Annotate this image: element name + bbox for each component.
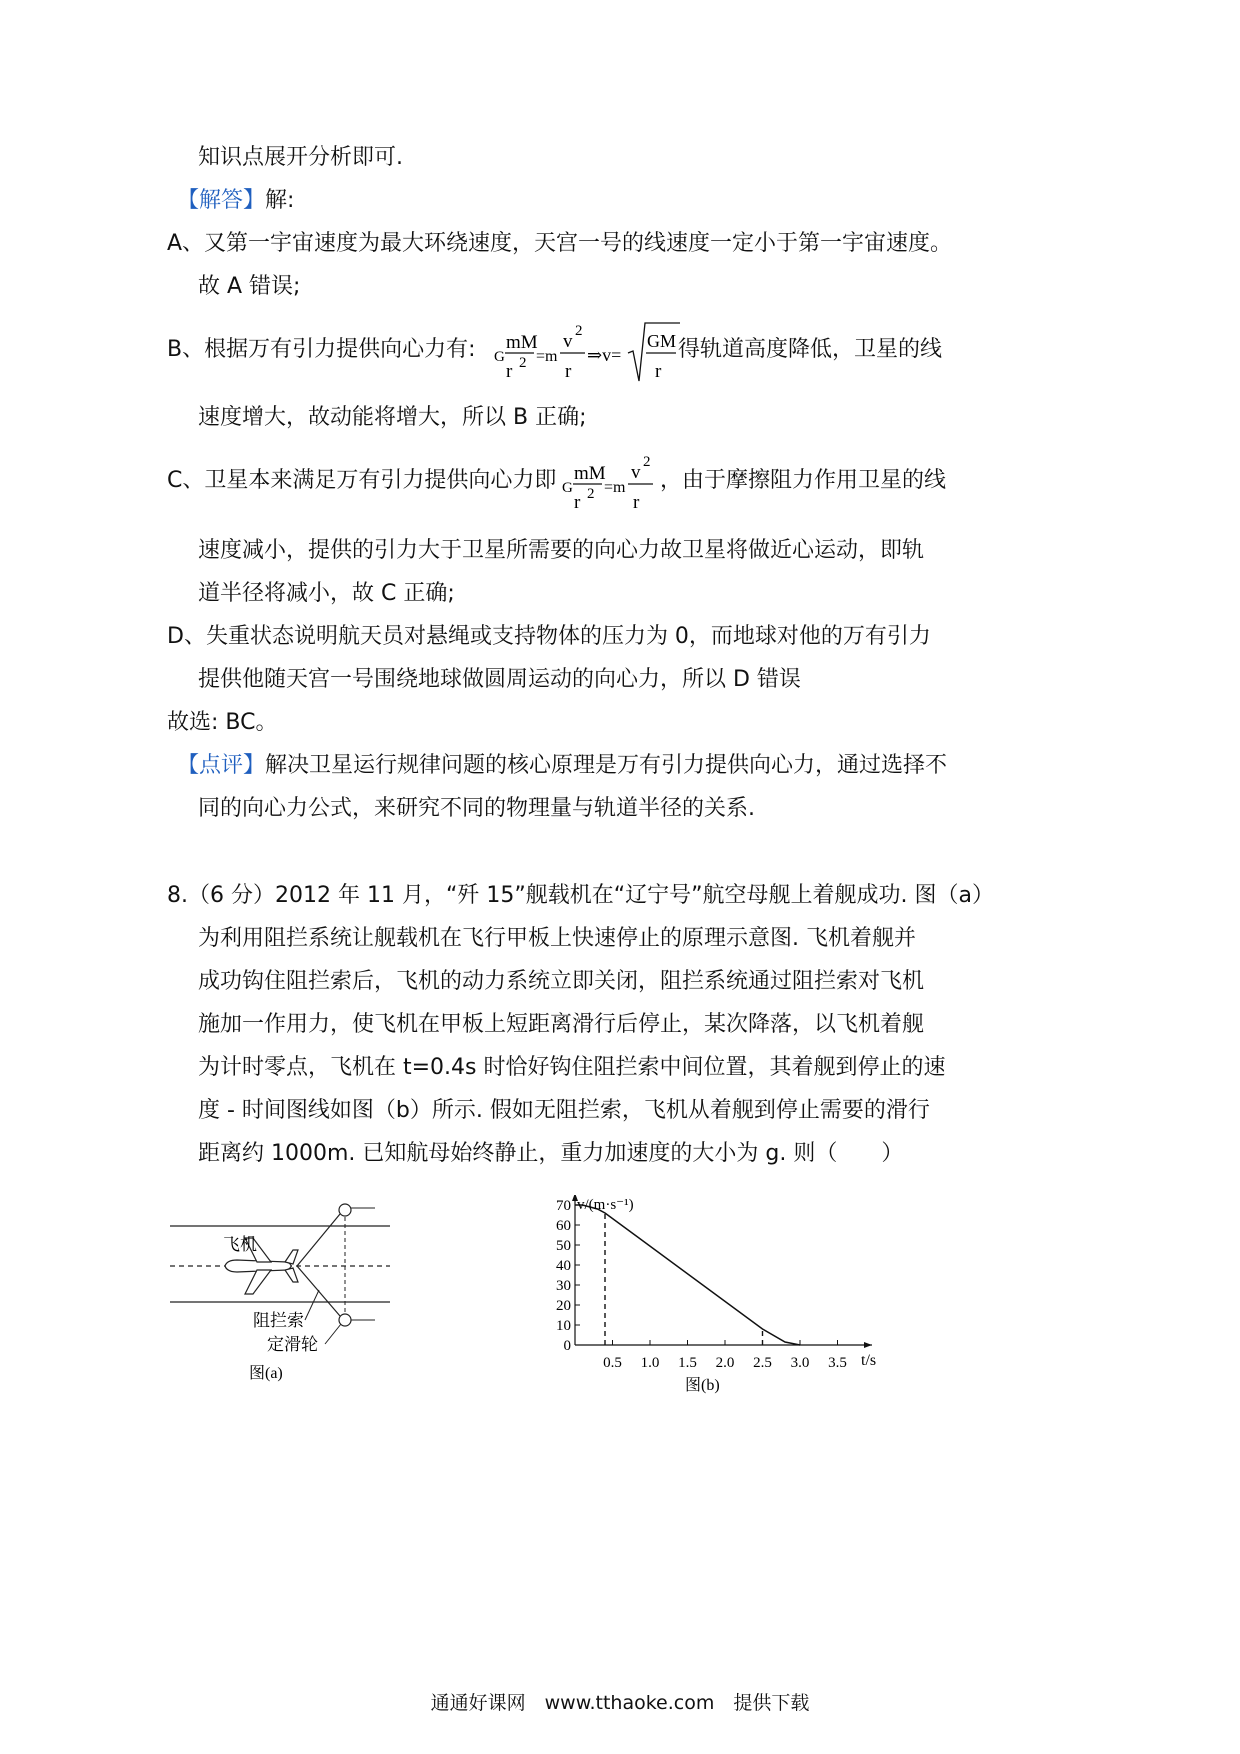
chart-x-tick-label: 2.0 bbox=[715, 1355, 735, 1371]
option-c-line-3: 道半径将减小，故 C 正确; bbox=[198, 581, 455, 606]
chart-x-tick-label: 0.5 bbox=[603, 1355, 622, 1371]
question-8-line-4: 施加一作用力，使飞机在甲板上短距离滑行后停止，某次降落，以飞机着舰 bbox=[198, 1012, 925, 1037]
formula-c bbox=[560, 446, 660, 518]
chart-x-tick-label: 2.5 bbox=[753, 1355, 772, 1371]
chart-series-line bbox=[575, 1205, 800, 1345]
option-d-line-1: D、失重状态说明航天员对悬绳或支持物体的压力为 0，而地球对他的万有引力 bbox=[167, 624, 931, 649]
chart-x-tick-label: 3.5 bbox=[828, 1355, 847, 1371]
option-d-line-2: 提供他随天宫一号围绕地球做圆周运动的向心力，所以 D 错误 bbox=[198, 667, 801, 692]
figure-a-caption: 图(a) bbox=[249, 1365, 283, 1382]
question-8-line-3: 成功钩住阻拦索后，飞机的动力系统立即关闭，阻拦系统通过阻拦索对飞机 bbox=[198, 969, 925, 994]
question-8-line-6: 度 - 时间图线如图（b）所示. 假如无阻拦索，飞机从着舰到停止需要的滑行 bbox=[198, 1098, 930, 1123]
answer-line: 故选: BC。 bbox=[167, 710, 278, 735]
chart-y-tick-label: 40 bbox=[556, 1258, 571, 1274]
chart-x-tick-label: 1.5 bbox=[678, 1355, 697, 1371]
option-c-line-2: 速度减小，提供的引力大于卫星所需要的向心力故卫星将做近心运动，即轨 bbox=[198, 538, 925, 563]
formula-implies-v: ⇒v= bbox=[587, 345, 622, 365]
option-b-line-1: B、根据万有引力提供向心力有: bbox=[167, 337, 476, 362]
dianping-tag: 【点评】 bbox=[177, 753, 266, 778]
formula-b bbox=[492, 315, 682, 387]
chart-y-tick-label: 60 bbox=[556, 1218, 571, 1234]
jieda-line bbox=[177, 186, 294, 216]
text-line-1: 知识点展开分析即可. bbox=[198, 145, 403, 170]
dianping-text: 解决卫星运行规律问题的核心原理是万有引力提供向心力，通过选择不 bbox=[265, 753, 948, 778]
chart-x-tick-label: 3.0 bbox=[790, 1355, 810, 1371]
chart-y-tick-label: 0 bbox=[563, 1338, 571, 1354]
figure-a bbox=[165, 1190, 395, 1390]
label-cable: 阻拦索 bbox=[253, 1311, 304, 1330]
label-pulley-pointer bbox=[325, 1324, 341, 1344]
formula-v-exponent: 2 bbox=[575, 323, 583, 339]
chart-ylabel: v/(m·s⁻¹) bbox=[577, 1197, 634, 1213]
formula-v-numerator: v bbox=[631, 462, 641, 483]
pulley-top-icon bbox=[339, 1204, 351, 1216]
formula-r-denominator: r bbox=[565, 361, 572, 382]
formula-r-exponent: 2 bbox=[519, 355, 527, 371]
jieda-text: 解: bbox=[265, 188, 295, 213]
chart-x-tick-label: 1.0 bbox=[640, 1355, 660, 1371]
chart-y-tick-label: 50 bbox=[556, 1238, 571, 1254]
formula-r-exponent: 2 bbox=[587, 486, 595, 502]
chart-xlabel: t/s bbox=[861, 1352, 877, 1369]
formula-v-exponent: 2 bbox=[643, 454, 651, 470]
chart-caption: 图(b) bbox=[685, 1377, 720, 1394]
label-plane: 飞机 bbox=[223, 1235, 257, 1254]
chart-x-arrow-icon bbox=[864, 1342, 872, 1348]
formula-eq-m: =m bbox=[536, 348, 558, 365]
page-footer: 通通好课网 www.tthaoke.com 提供下载 bbox=[430, 1692, 810, 1714]
option-c-line-1: C、卫星本来满足万有引力提供向心力即 bbox=[167, 468, 557, 493]
option-a-line-1: A、又第一宇宙速度为最大环绕速度，天宫一号的线速度一定小于第一宇宙速度。 bbox=[167, 231, 953, 256]
chart-y-tick-label: 20 bbox=[556, 1298, 571, 1314]
formula-g: G bbox=[494, 349, 505, 365]
formula-g: G bbox=[562, 480, 573, 496]
question-8-line-2: 为利用阻拦系统让舰载机在飞行甲板上快速停止的原理示意图. 飞机着舰并 bbox=[198, 926, 916, 951]
formula-eq-m: =m bbox=[604, 479, 626, 496]
formula-gm-numerator: GM bbox=[647, 331, 677, 351]
option-b-line-2: 速度增大，故动能将增大，所以 B 正确; bbox=[198, 405, 587, 430]
question-8-line-7: 距离约 1000m. 已知航母始终静止，重力加速度的大小为 g. 则（ ） bbox=[198, 1141, 904, 1166]
formula-mm-numerator: mM bbox=[506, 332, 538, 353]
chart-y-tick-label: 10 bbox=[556, 1318, 571, 1334]
option-a-line-2: 故 A 错误; bbox=[198, 274, 301, 299]
dianping-line bbox=[177, 751, 947, 781]
label-pulley: 定滑轮 bbox=[267, 1335, 318, 1354]
option-b-line-1-suffix: 得轨道高度降低，卫星的线 bbox=[678, 337, 943, 362]
question-8-line-1: 8.（6 分）2012 年 11 月，“歼 15”舰载机在“辽宁号”航空母舰上着舰成功. 图（a） bbox=[167, 883, 994, 908]
dianping-line-2: 同的向心力公式，来研究不同的物理量与轨道半径的关系. bbox=[198, 796, 755, 821]
formula-r-denominator: r bbox=[655, 361, 662, 382]
jieda-tag: 【解答】 bbox=[177, 188, 266, 213]
chart-y-tick-label: 70 bbox=[556, 1198, 571, 1214]
figure-b-chart bbox=[535, 1195, 905, 1400]
option-c-line-1-suffix: ，由于摩擦阻力作用卫星的线 bbox=[660, 468, 947, 493]
formula-r-denominator: r bbox=[633, 492, 640, 513]
formula-r-denominator: r bbox=[574, 492, 581, 513]
formula-r-denominator: r bbox=[506, 361, 513, 382]
formula-mm-numerator: mM bbox=[574, 463, 606, 484]
question-8-line-5: 为计时零点，飞机在 t=0.4s 时恰好钩住阻拦索中间位置，其着舰到停止的速 bbox=[198, 1055, 946, 1080]
formula-v-numerator: v bbox=[563, 331, 573, 352]
chart-y-tick-label: 30 bbox=[556, 1278, 571, 1294]
label-cable-pointer bbox=[305, 1290, 319, 1320]
arrest-cable-upper bbox=[297, 1214, 340, 1266]
